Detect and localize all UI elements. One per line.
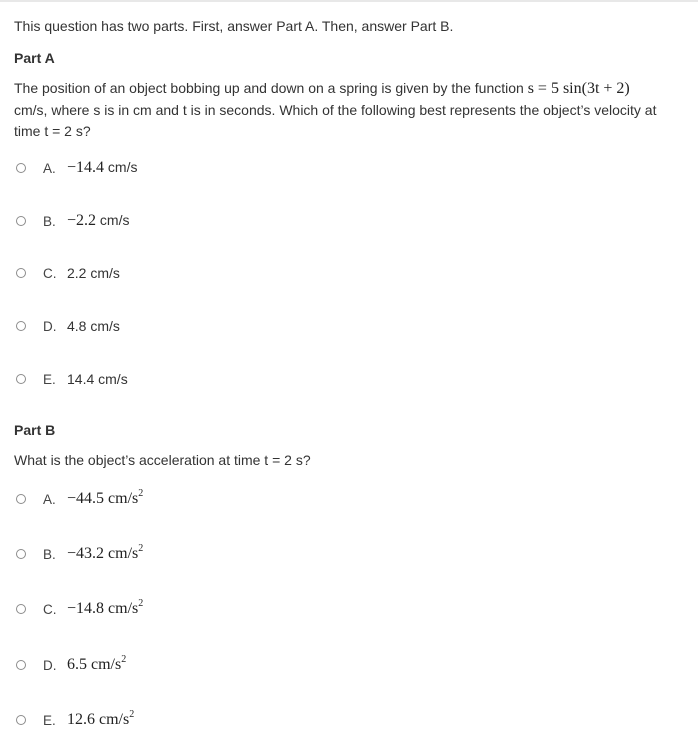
option-value: 14.4 cm/s xyxy=(67,371,128,387)
position-function: s = 5 sin(3t + 2) xyxy=(527,80,630,97)
part-a-question-line1 xyxy=(14,78,630,99)
option-value: −14.8 $cm/s^2$ xyxy=(67,598,144,617)
part-a-heading: Part A xyxy=(14,50,55,66)
option-letter: D. xyxy=(43,657,57,673)
part-a-question-line3: time t = 2 s? xyxy=(14,123,91,139)
option-letter: C. xyxy=(43,265,57,281)
part-b-option-a[interactable] xyxy=(14,488,143,510)
radio-button[interactable] xyxy=(16,163,26,173)
radio-button[interactable] xyxy=(16,660,26,670)
part-a-question-line2: cm/s, where s is in cm and t is in seconds. Which of the following best represents the object’s velocity at xyxy=(14,102,657,118)
option-value: 6.5 $cm/s^2$ xyxy=(67,654,127,673)
part-b-option-d[interactable] xyxy=(14,654,126,676)
part-a-option-c[interactable] xyxy=(14,262,120,284)
radio-button[interactable] xyxy=(16,604,26,614)
question-text: The position of an object bobbing up and down on a spring is given by the function xyxy=(14,80,528,96)
radio-button[interactable] xyxy=(16,321,26,331)
option-letter: C. xyxy=(43,601,57,617)
option-value: 2.2 cm/s xyxy=(67,265,120,281)
option-letter: D. xyxy=(43,318,57,334)
part-b-question: What is the object’s acceleration at time t = 2 s? xyxy=(14,452,311,468)
radio-button[interactable] xyxy=(16,494,26,504)
radio-button[interactable] xyxy=(16,374,26,384)
radio-button[interactable] xyxy=(16,216,26,226)
part-b-heading: Part B xyxy=(14,422,56,438)
option-value: −2.2 cm/s xyxy=(67,212,130,229)
option-letter: E. xyxy=(43,712,56,728)
option-value: −43.2 $cm/s^2$ xyxy=(67,543,144,562)
option-value: −44.5 $cm/s^2$ xyxy=(67,488,144,507)
option-value: 4.8 cm/s xyxy=(67,318,120,334)
part-a-option-e[interactable] xyxy=(14,368,128,390)
top-divider xyxy=(0,0,698,2)
option-letter: B. xyxy=(43,546,56,562)
part-b-option-b[interactable] xyxy=(14,543,143,565)
option-letter: A. xyxy=(43,491,56,507)
option-value: 12.6 $cm/s^2$ xyxy=(67,709,135,728)
intro-text: This question has two parts. First, answer Part A. Then, answer Part B. xyxy=(14,18,454,34)
part-a-option-b[interactable] xyxy=(14,210,129,232)
option-letter: A. xyxy=(43,160,56,176)
part-b-option-e[interactable] xyxy=(14,709,134,731)
option-letter: B. xyxy=(43,213,56,229)
radio-button[interactable] xyxy=(16,268,26,278)
part-a-option-a[interactable] xyxy=(14,157,137,179)
part-a-option-d[interactable] xyxy=(14,315,120,337)
part-b-option-c[interactable] xyxy=(14,598,143,620)
option-value: −14.4 cm/s xyxy=(67,159,138,176)
option-letter: E. xyxy=(43,371,56,387)
radio-button[interactable] xyxy=(16,715,26,725)
radio-button[interactable] xyxy=(16,549,26,559)
